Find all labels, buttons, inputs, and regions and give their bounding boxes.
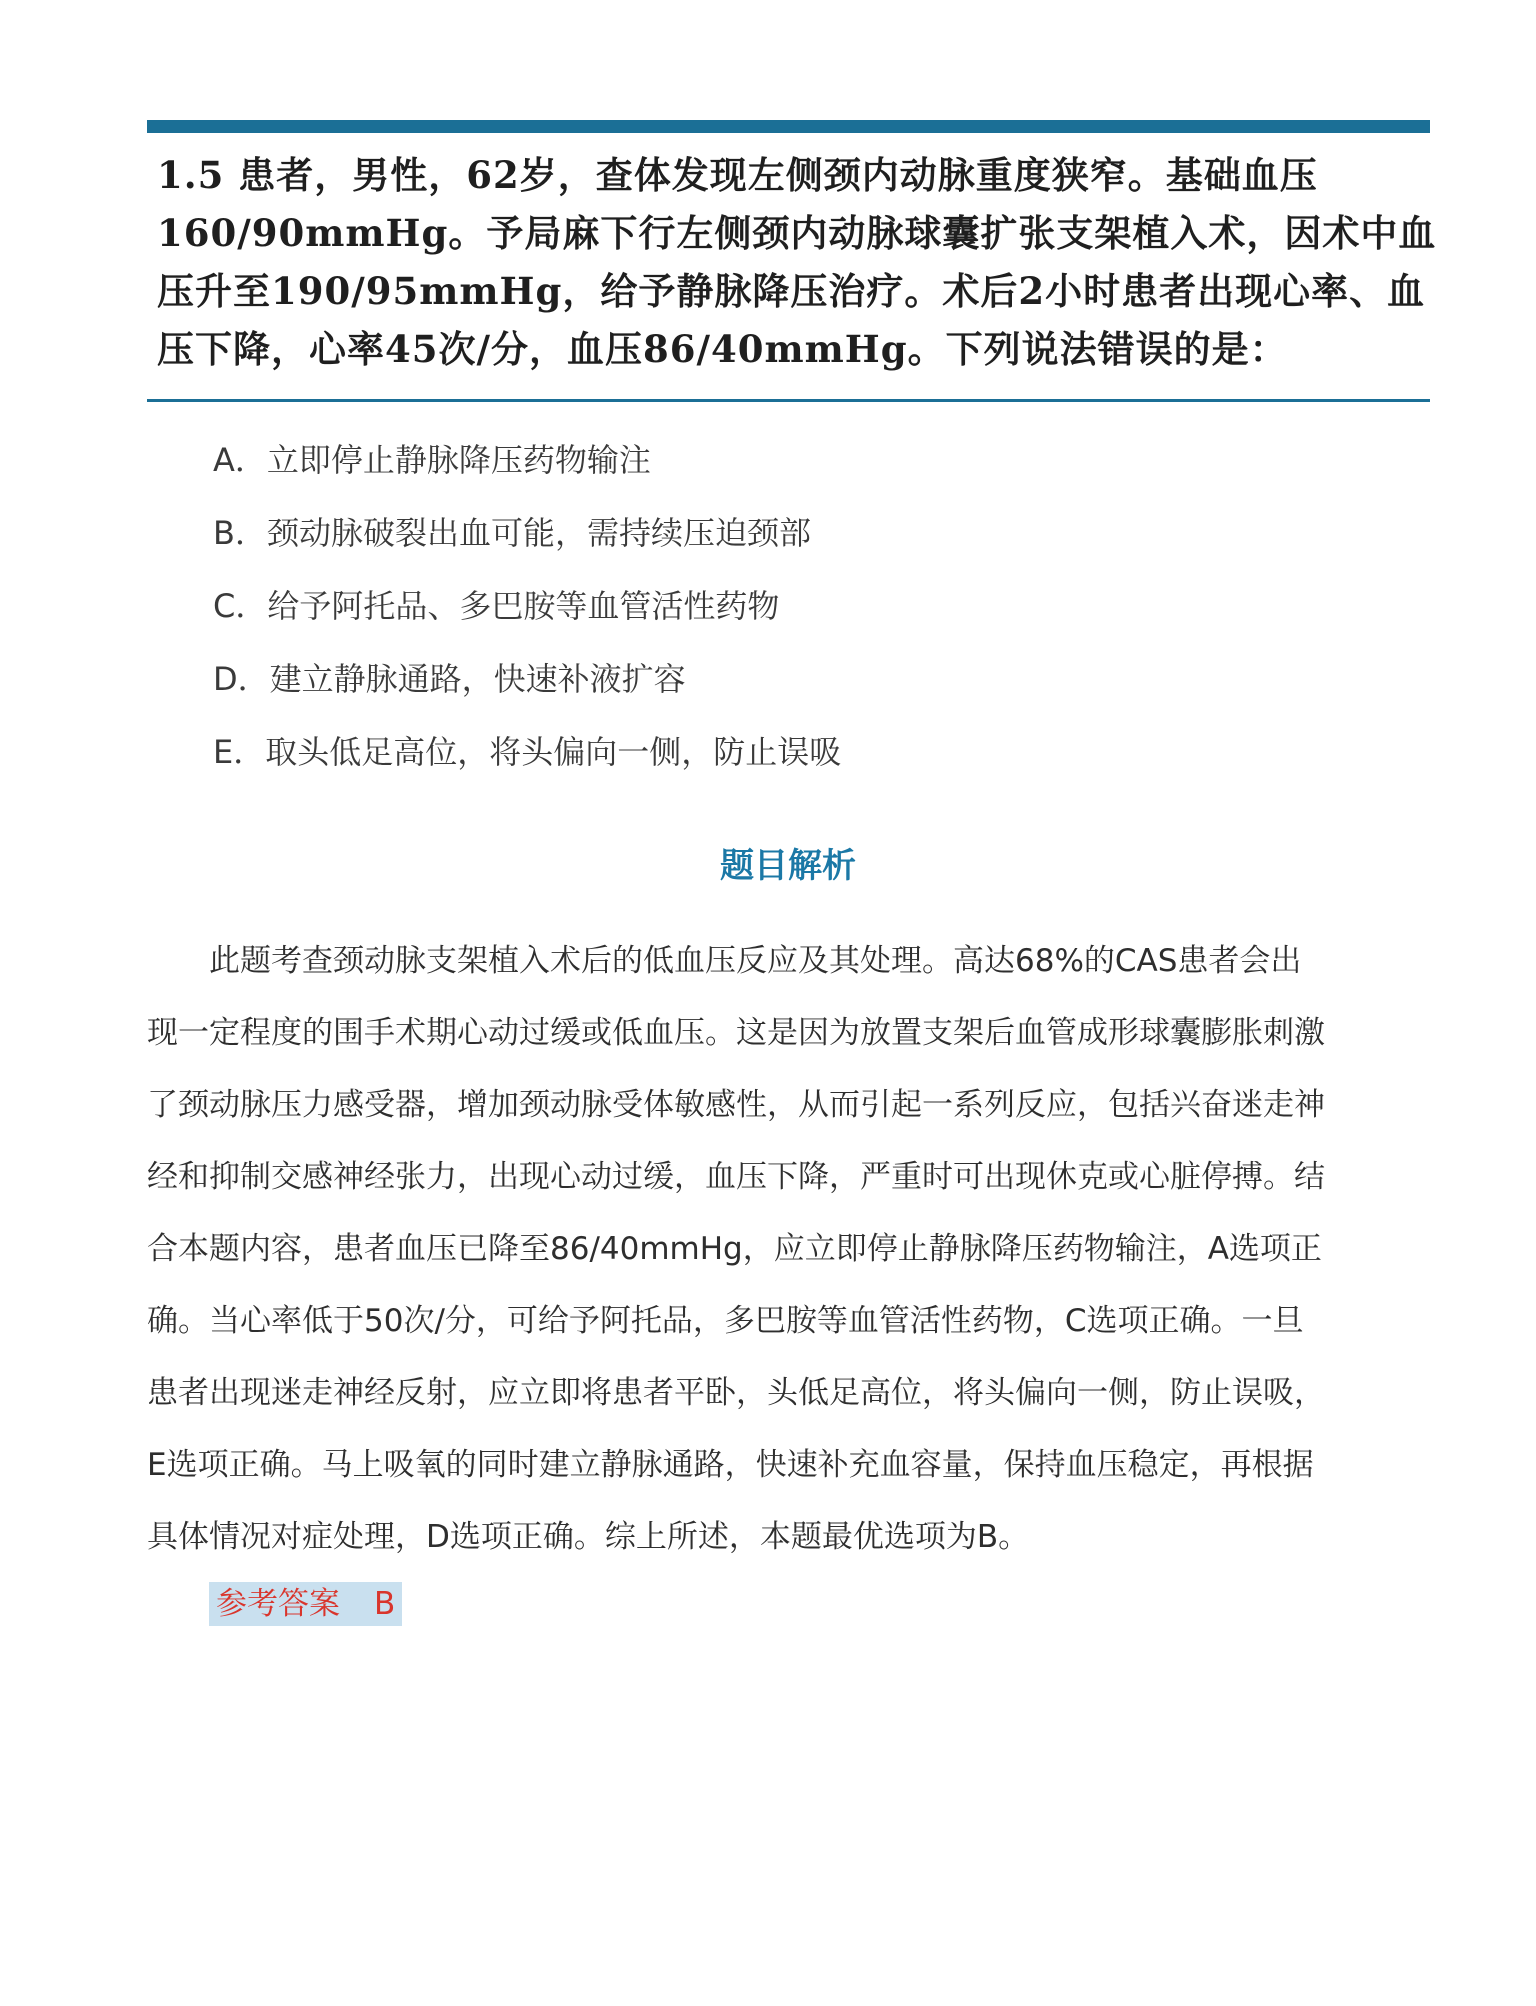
question-line: 压升至190/95mmHg，给予静脉降压治疗。术后2小时患者出现心率、血 [157, 269, 1426, 313]
analysis-line: E选项正确。马上吸氧的同时建立静脉通路，快速补充血容量，保持血压稳定，再根据 [147, 1447, 1314, 1483]
question-line: 1.5 患者，男性，62岁，查体发现左侧颈内动脉重度狭窄。基础血压 [157, 153, 1318, 197]
analysis-title: 题目解析 [720, 846, 856, 886]
analysis-line: 了颈动脉压力感受器，增加颈动脉受体敏感性，从而引起一系列反应，包括兴奋迷走神 [147, 1087, 1325, 1123]
reference-answer [209, 1582, 402, 1626]
answer-value: B [374, 1586, 396, 1622]
analysis-body [147, 925, 1430, 1573]
analysis-line: 患者出现迷走神经反射，应立即将患者平卧，头低足高位，将头偏向一侧，防止误吸， [147, 1375, 1325, 1411]
option-a: A．立即停止静脉降压药物输注 [213, 441, 651, 479]
option-e: E．取头低足高位，将头偏向一侧，防止误吸 [213, 733, 842, 771]
question-line: 160/90mmHg。予局麻下行左侧颈内动脉球囊扩张支架植入术，因术中血 [157, 211, 1437, 255]
question-stem [157, 146, 1437, 378]
option-c: C．给予阿托品、多巴胺等血管活性药物 [213, 587, 780, 625]
option-b: B．颈动脉破裂出血可能，需持续压迫颈部 [213, 514, 811, 552]
analysis-line: 现一定程度的围手术期心动过缓或低血压。这是因为放置支架后血管成形球囊膨胀刺激 [147, 1015, 1325, 1051]
analysis-line: 此题考查颈动脉支架植入术后的低血压反应及其处理。高达68%的CAS患者会出 [147, 943, 1302, 979]
answer-options [213, 424, 1313, 789]
analysis-line: 经和抑制交感神经张力，出现心动过缓，血压下降，严重时可出现休克或心脏停搏。结 [147, 1159, 1325, 1195]
option-d: D．建立静脉通路，快速补液扩容 [213, 660, 686, 698]
question-divider [147, 399, 1430, 402]
question-line: 压下降，心率45次/分，血压86/40mmHg。下列说法错误的是： [157, 327, 1288, 371]
analysis-line: 确。当心率低于50次/分，可给予阿托品，多巴胺等血管活性药物，C选项正确。一旦 [147, 1303, 1304, 1339]
analysis-line: 具体情况对症处理，D选项正确。综上所述，本题最优选项为B。 [147, 1519, 1030, 1555]
analysis-line: 合本题内容，患者血压已降至86/40mmHg，应立即停止静脉降压药物输注，A选项正 [147, 1231, 1322, 1267]
top-divider [147, 120, 1430, 133]
answer-label: 参考答案 [216, 1586, 340, 1622]
